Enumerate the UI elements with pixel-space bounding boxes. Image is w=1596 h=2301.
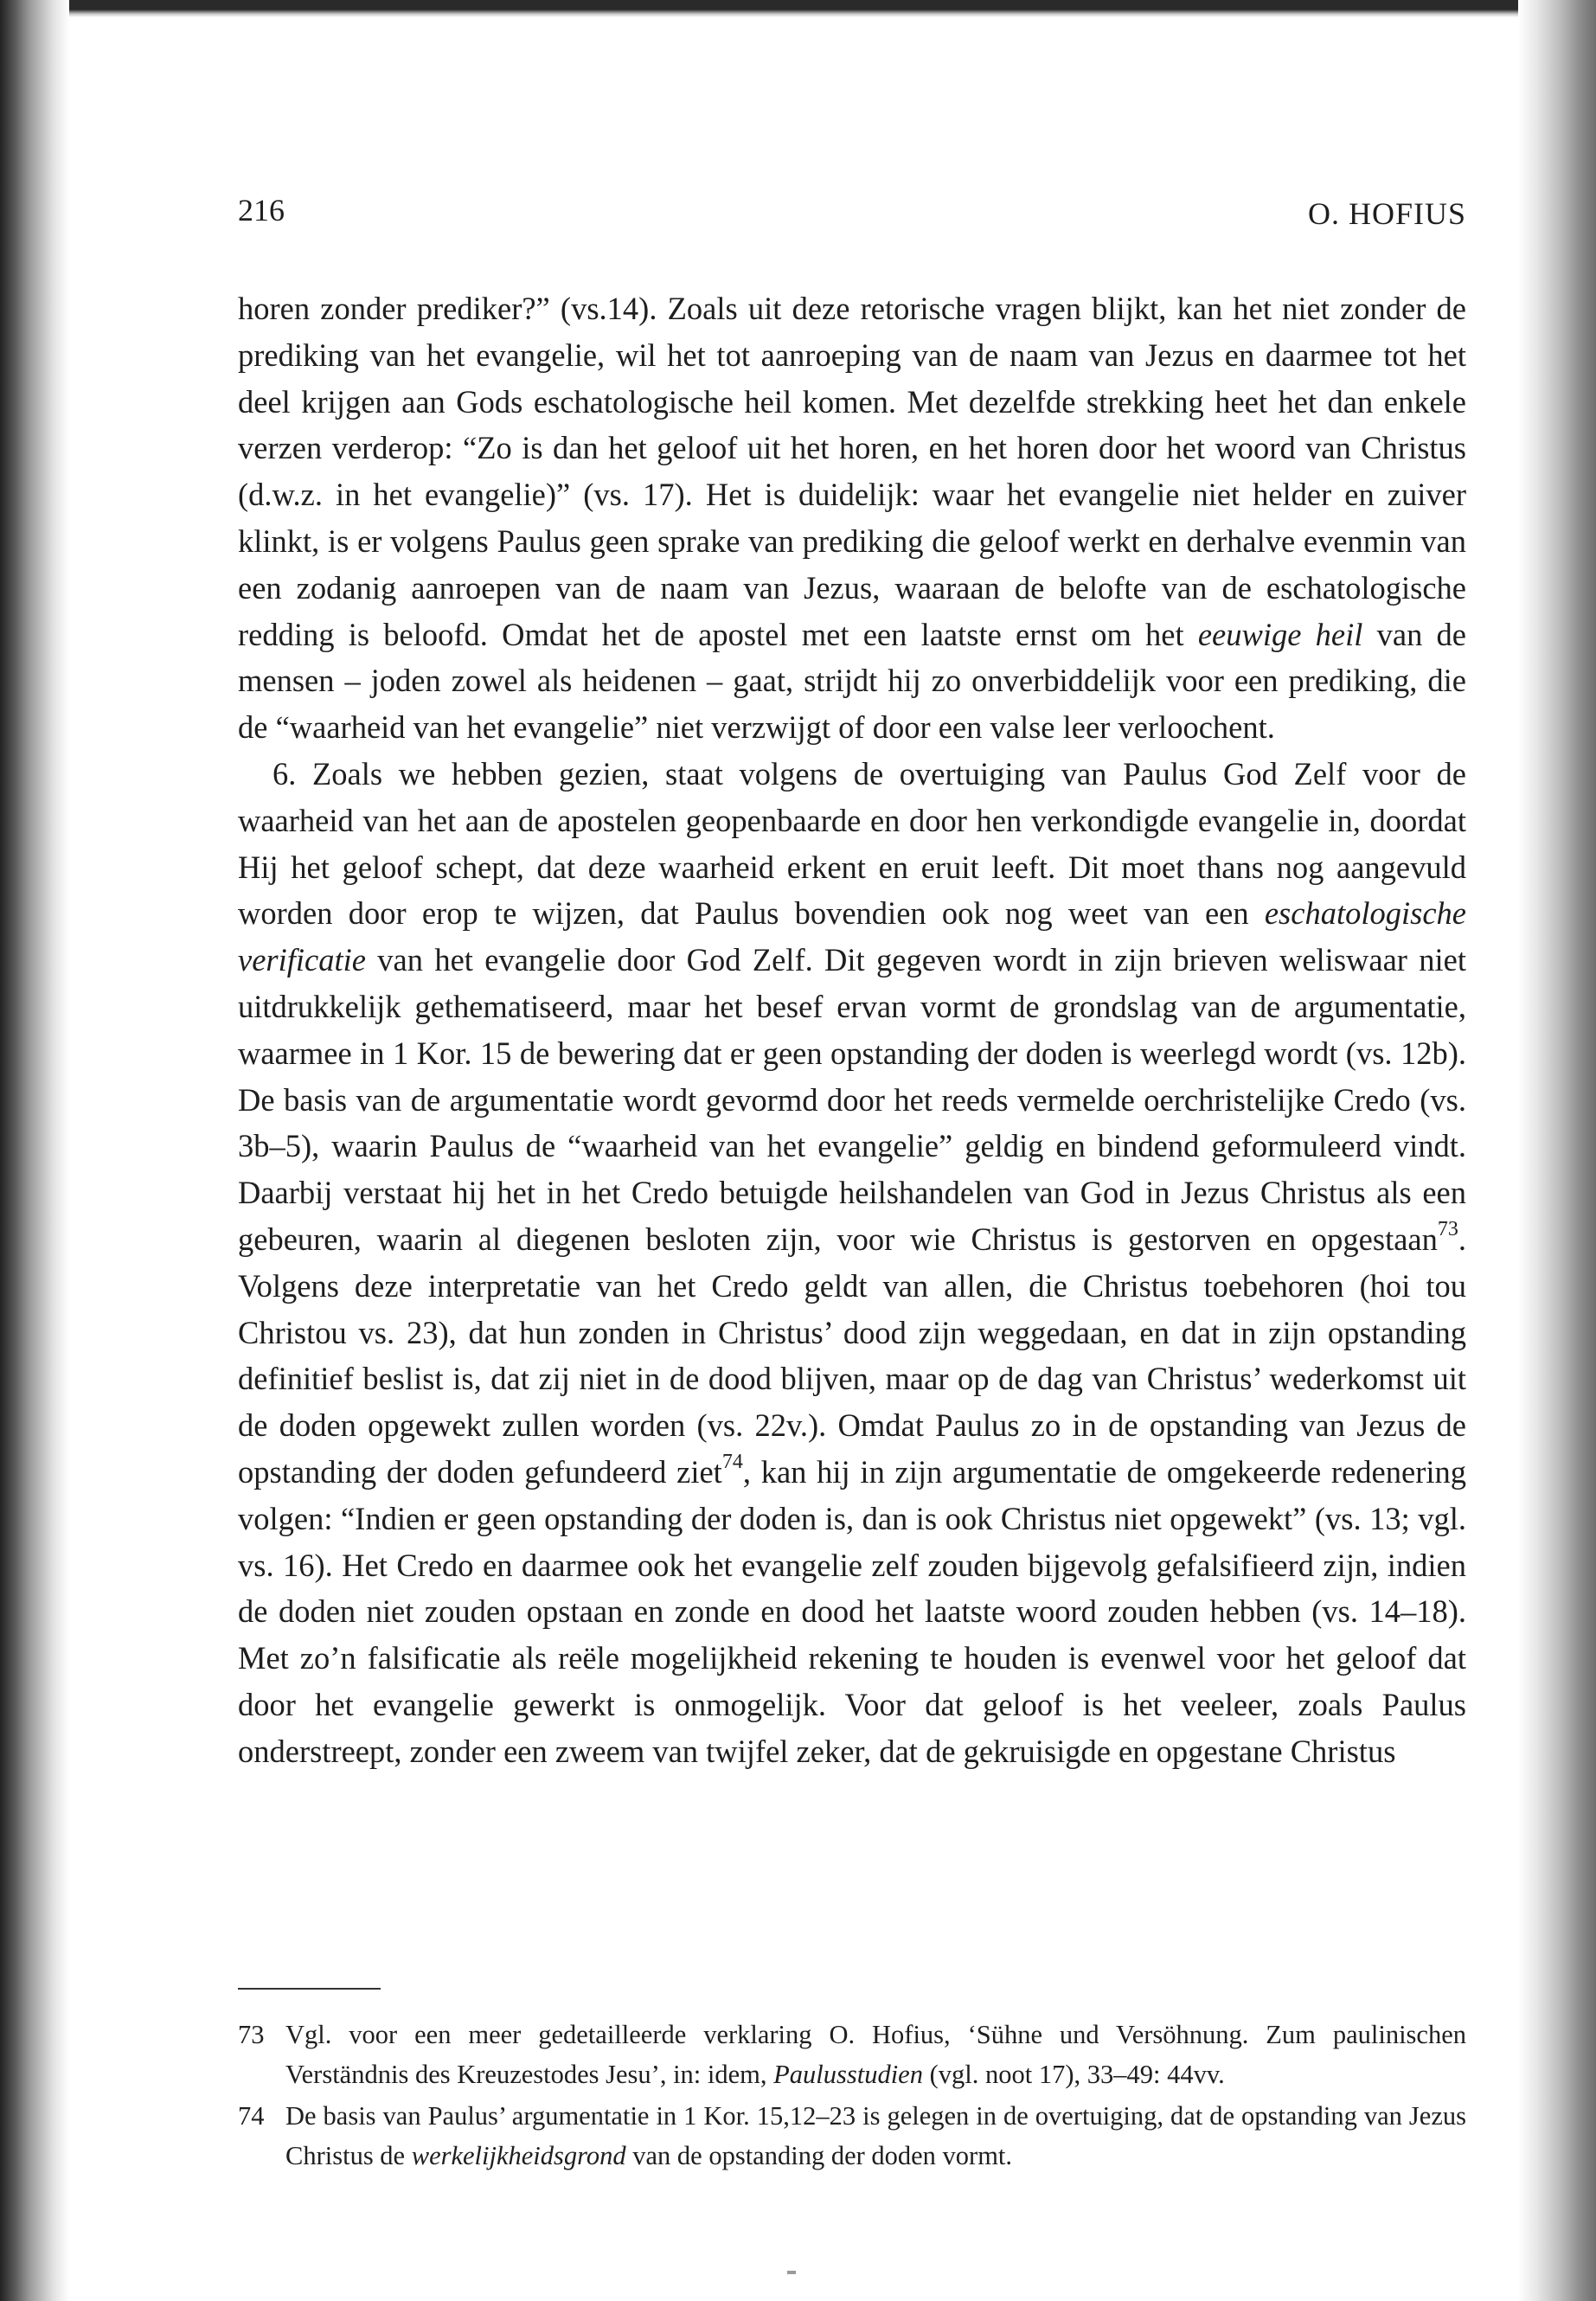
emphasis: eschatologische verificatie (238, 895, 1466, 978)
footnote-text: De basis van Paulus’ argumentatie in 1 Kor. 15,12–23 is gelegen in de overtuiging, dat de opstanding van Jezus Christus de (285, 2101, 1466, 2170)
footnote-text: van de opstanding der doden vormt. (625, 2140, 1013, 2170)
footnote-74 (238, 2097, 1466, 2176)
page-number: 216 (238, 193, 285, 228)
running-head: O. HOFIUS (1307, 196, 1466, 231)
text-run: van het evangelie door God Zelf. Dit gegeven wordt in zijn brieven weliswaar niet uitdrukkelijk gethematiseerd, maar het besef ervan vormt de grondslag van de argumentatie, waarmee in 1 Kor. 15 de bewering dat er geen opstanding der doden is weerlegd wordt (vs. 12b). De basis van de argumentatie wordt gevormd door het reeds vermelde oerchristelijke Credo (vs. 3b–5), waarin Paulus de “waarheid van het evangelie” geldig en bindend geformuleerd vindt. Daarbij verstaat hij het in het Credo betuigde heilshandelen van God in Jezus Christus als een gebeuren, waarin al diegenen besloten zijn, voor wie Christus is gestorven en opgestaan (238, 942, 1466, 1257)
text-run: 6. Zoals we hebben gezien, staat volgens de overtuiging van Paulus God Zelf voor de waarheid van het aan de apostelen geopenbaarde en door hen verkondigde evangelie in, doordat Hij het geloof schept, dat deze waarheid erkent en eruit leeft. Dit moet thans nog aangevuld worden door erop te wijzen, dat Paulus bovendien ook nog weet van een (238, 755, 1466, 932)
paragraph (238, 751, 1466, 1775)
scan-left-shadow (0, 0, 69, 2301)
paragraph (238, 285, 1466, 751)
footnote-emphasis: Paulusstudien (773, 2059, 923, 2089)
footnote-text: (vgl. noot 17), 33–49: 44vv. (922, 2059, 1225, 2089)
footnote-ref-74: 74 (721, 1450, 743, 1473)
text-run: . Volgens deze interpretatie van het Credo geldt van allen, die Christus toebehoren (hoi tou Christou vs. 23), dat hun zonden in Christus’ dood zijn weggedaan, en dat in zijn opstanding definitief beslist is, dat zij niet in de dood blijven, maar op de dag van Christus’ wederkomst uit de doden opgewekt zullen worden (vs. 22v.). Omdat Paulus zo in de opstanding van Jezus de opstanding der doden gefundeerd ziet (238, 1221, 1466, 1490)
print-mark (787, 2271, 796, 2274)
text-run: van de mensen – joden zowel als heidenen – gaat, strijdt hij zo onverbiddelijk voor een prediking, die de “waarheid van het evangelie” niet verzwijgt of door een valse leer verloochent. (238, 616, 1466, 746)
scan-top-edge (0, 0, 1596, 17)
text-run: horen zonder prediker?” (vs.14). Zoals uit deze retorische vragen blijkt, kan het niet zonder de prediking van het evangelie, wil het tot aanroeping van de naam van Jezus en daarmee tot het deel krijgen aan Gods eschatologische heil komen. Met dezelfde strekking heet het dan enkele verzen verderop: “Zo is dan het geloof uit het horen, en het horen door het woord van Christus (d.w.z. in het evangelie)” (vs. 17). Het is duidelijk: waar het evangelie niet helder en zuiver klinkt, is er volgens Paulus geen sprake van prediking die geloof werkt en derhalve evenmin van een zodanig aanroepen van de naam van Jezus, waaraan de belofte van de eschatologische redding is beloofd. Omdat het de apostel met een laatste ernst om het (238, 291, 1466, 652)
footnote-73 (238, 2016, 1466, 2094)
page-header (238, 189, 1466, 232)
footnote-ref-73: 73 (1437, 1217, 1458, 1240)
footnotes (238, 2016, 1466, 2178)
emphasis: eeuwige heil (1197, 616, 1363, 652)
footnote-number: 74 (238, 2101, 265, 2131)
body-text (238, 285, 1466, 1775)
footnote-number: 73 (238, 2020, 265, 2049)
text-run: , kan hij in zijn argumentatie de omgekeerde redenering volgen: “Indien er geen opstanding der doden is, dan is ook Christus niet opgewekt” (vs. 13; vgl. vs. 16). Het Credo en daarmee ook het evangelie zelf zouden bijgevolg gefalsifieerd zijn, indien de doden niet zouden opstaan en zonde en dood het laatste woord zouden hebben (vs. 14–18). Met zo’n falsificatie als reële mogelijkheid rekening te houden is evenwel voor het geloof dat door het evangelie gewerkt is onmogelijk. Voor dat geloof is het veeleer, zoals Paulus onderstreept, zonder een zweem van twijfel zeker, dat de gekruisigde en opgestane Christus (238, 1453, 1466, 1769)
footnote-emphasis: werkelijkheidsgrond (411, 2140, 626, 2170)
footnote-text: Vgl. voor een meer gedetailleerde verklaring O. Hofius, ‘Sühne und Versöhnung. Zum paulinischen Verständnis des Kreuzestodes Jesu’, in: idem, (285, 2020, 1466, 2089)
scan-right-shadow (1518, 0, 1596, 2301)
footnote-divider (238, 1988, 381, 1990)
